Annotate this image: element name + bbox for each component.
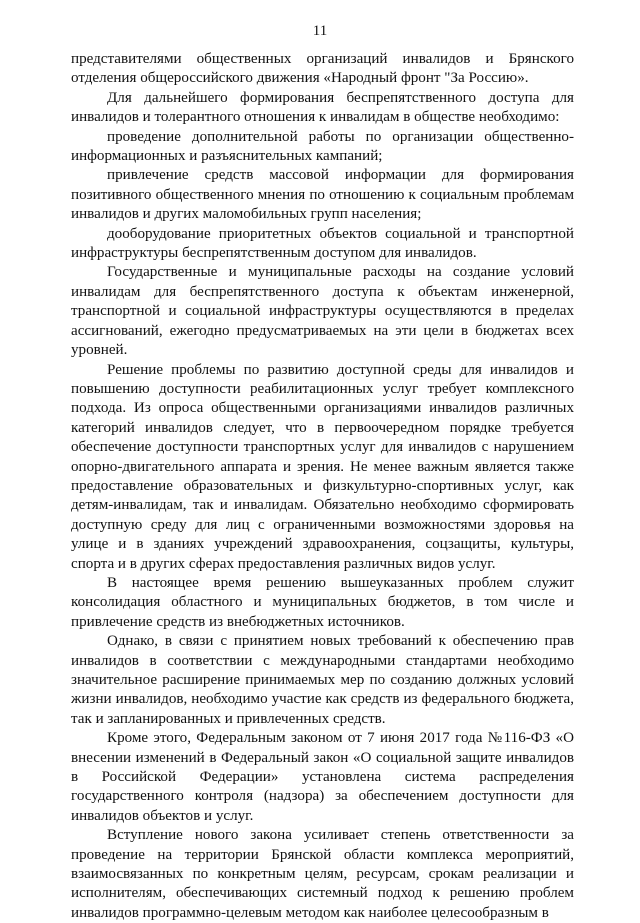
paragraph-1: представителями общественных организаций инвалидов и Брянского отделения общероссийского движения «Народный фронт "За Россию». (71, 51, 574, 87)
paragraph-3: проведение дополнительной работы по организации общественно-информационных и разъяснительных кампаний; (71, 128, 574, 165)
paragraph-2: Для дальнейшего формирования беспрепятственного доступа для инвалидов и толерантного отношения к инвалидам в обществе необходимо: (71, 89, 574, 126)
paragraph-10: Кроме этого, Федеральным законом от 7 июня 2017 года №116-ФЗ «О внесении изменений в Федеральный закон «О социальной защите инвалидов в Российской Федерации» установлена система распределения государственного контроля (надзора) за обеспечением доступности для инвалидов объектов и услуг. (71, 730, 574, 824)
paragraph-4: привлечение средств массовой информации для формирования позитивного общественного мнения по отношению к социальным проблемам инвалидов и других маломобильных групп населения; (71, 167, 574, 223)
paragraph-7: Решение проблемы по развитию доступной среды для инвалидов и повышению доступности реабилитационных услуг требует комплексного подхода. Из опроса общественными организациями инвалидов различных категорий инвалидов следует, что в первоочередном порядке требуется обеспечение доступности транспортных услуг для инвалидов с нарушением опорно-двигательного аппарата и зрения. Не менее важным является также предоставление образовательных и физкультурно-спортивных услуг, как детям-инвалидам, так и инвалидам. Обязательно необходимо сформировать доступную среду для лиц с ограниченными возможностями здоровья на улице и в зданиях учреждений здравоохранения, соцзащиты, культуры, спорта и в других сферах предоставления различных видов услуг. (71, 361, 574, 572)
paragraph-8: В настоящее время решению вышеуказанных проблем служит консолидация областного и муниципальных бюджетов, в том числе и привлечение средств из внебюджетных источников. (71, 574, 574, 630)
paragraph-5: дооборудование приоритетных объектов социальной и транспортной инфраструктуры беспрепятственным доступом для инвалидов. (71, 225, 574, 262)
document-body (71, 50, 574, 923)
paragraph-11: Вступление нового закона усиливает степень ответственности за проведение на территории Брянской области комплекса мероприятий, взаимосвязанных по конкретным целям, ресурсам, срокам реализации и исполнителям, обеспечивающих системный подход к решению проблем инвалидов программно-целевым методом как наиболее целесообразным в (71, 827, 574, 921)
page-number: 11 (312, 23, 328, 39)
paragraph-6: Государственные и муниципальные расходы на создание условий инвалидам для беспрепятственного доступа к объектам инженерной, транспортной и социальной инфраструктуры осуществляются в пределах ассигнований, ежегодно предусматриваемых на эти цели в бюджетах всех уровней. (71, 264, 574, 359)
paragraph-9: Однако, в связи с принятием новых требований к обеспечению прав инвалидов в соответствии с международными стандартами необходимо значительное расширение принимаемых мер по созданию должных условий жизни инвалидов, необходимо участие как средств из федерального бюджета, так и запланированных и привлеченных средств. (71, 633, 574, 727)
